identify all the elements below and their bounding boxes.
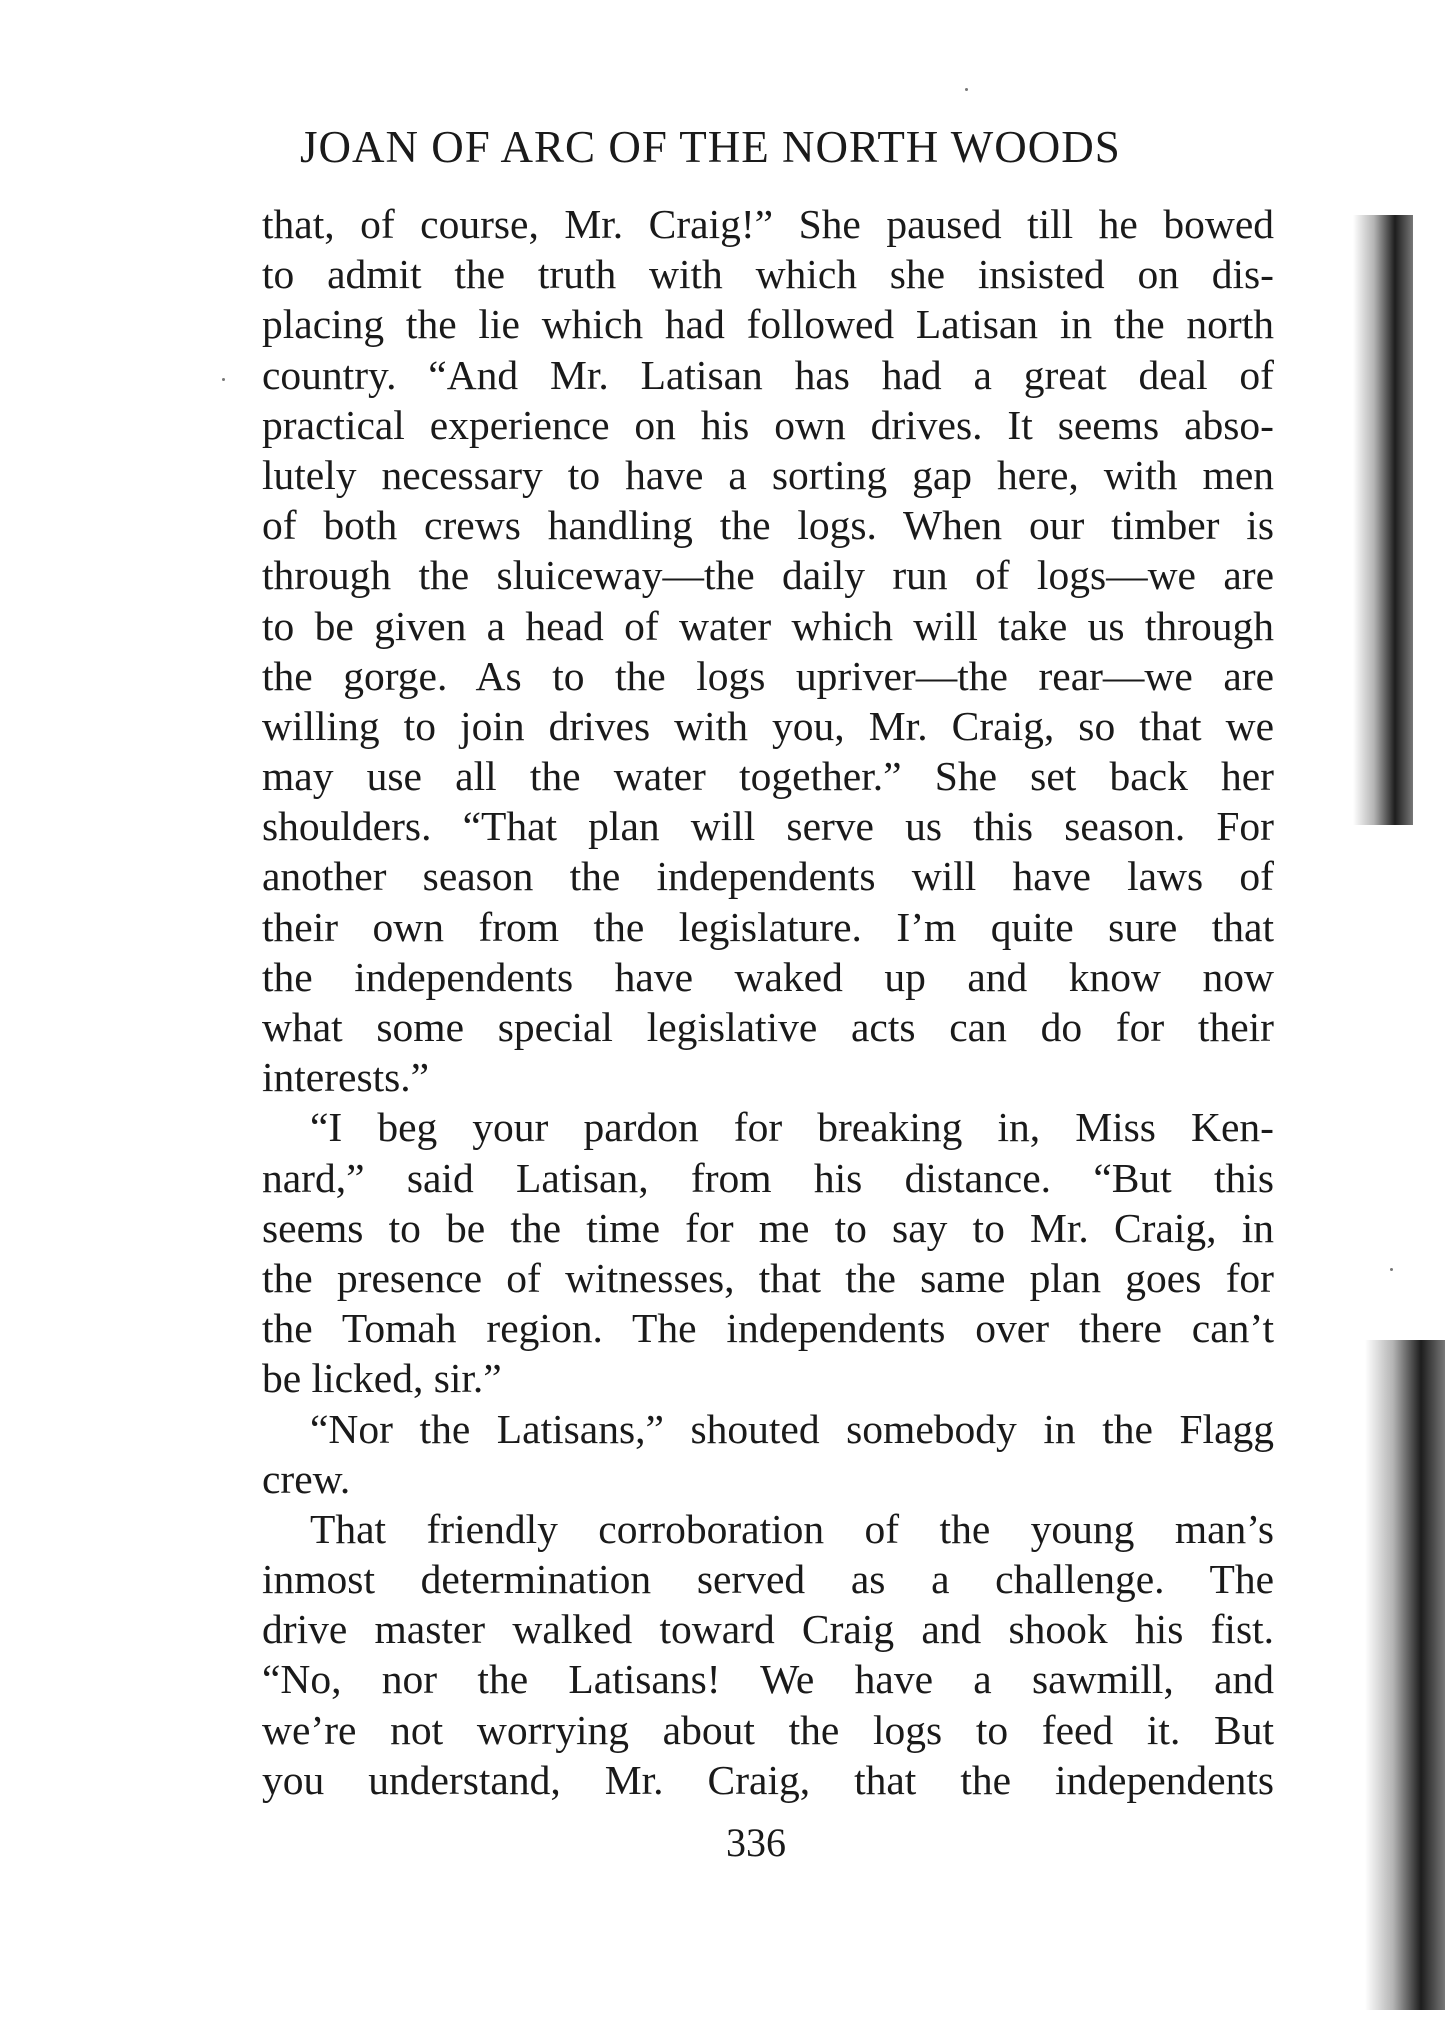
running-head: JOAN OF ARC OF THE NORTH WOODS bbox=[300, 122, 1121, 172]
text-line: “Nor the Latisans,” shouted somebody in the Flagg bbox=[310, 1405, 1274, 1452]
body-text bbox=[262, 199, 1274, 1805]
text-line: we’re not worrying about the logs to feed it. But bbox=[262, 1706, 1274, 1753]
text-line: that, of course, Mr. Craig!” She paused till he bowed bbox=[262, 201, 1274, 247]
text-line: lutely necessary to have a sorting gap here, with men bbox=[262, 451, 1274, 498]
scan-gutter-shadow bbox=[1365, 1340, 1445, 2010]
text-line: what some special legislative acts can do for their bbox=[262, 1004, 1274, 1050]
text-line: through the sluiceway—the daily run of logs—we are bbox=[262, 552, 1274, 599]
text-line: “I beg your pardon for breaking in, Miss Ken- bbox=[310, 1104, 1274, 1151]
text-line: drive master walked toward Craig and shook his fist. bbox=[262, 1606, 1274, 1653]
page-number: 336 bbox=[726, 1820, 786, 1865]
text-line: shoulders. “That plan will serve us this season. For bbox=[262, 803, 1274, 850]
text-line: practical experience on his own drives. It seems abso- bbox=[262, 401, 1274, 448]
text-line: another season the independents will have laws of bbox=[262, 853, 1274, 900]
text-line: of both crews handling the logs. When our timber is bbox=[262, 502, 1274, 549]
text-line: you understand, Mr. Craig, that the independents bbox=[262, 1756, 1274, 1803]
text-line: the gorge. As to the logs upriver—the rear—we are bbox=[262, 652, 1274, 699]
text-line: the presence of witnesses, that the same plan goes for bbox=[262, 1254, 1274, 1301]
text-line: willing to join drives with you, Mr. Craig, so that we bbox=[262, 702, 1274, 749]
text-line: the independents have waked up and know now bbox=[262, 953, 1274, 1000]
text-line: interests.” bbox=[262, 1054, 430, 1101]
text-line: the Tomah region. The independents over there can’t bbox=[262, 1305, 1274, 1352]
text-line: to admit the truth with which she insisted on dis- bbox=[262, 251, 1274, 298]
text-line: nard,” said Latisan, from his distance. “But this bbox=[262, 1154, 1274, 1201]
text-line: may use all the water together.” She set back her bbox=[262, 753, 1274, 800]
scan-speck bbox=[222, 378, 225, 381]
scan-speck bbox=[1390, 1268, 1393, 1271]
text-line: country. “And Mr. Latisan has had a great deal of bbox=[262, 351, 1274, 398]
scan-speck bbox=[965, 88, 968, 91]
text-line: placing the lie which had followed Latisan in the north bbox=[262, 301, 1274, 348]
text-line: inmost determination served as a challenge. The bbox=[262, 1556, 1274, 1603]
text-line: crew. bbox=[262, 1455, 351, 1502]
text-line: their own from the legislature. I’m quite sure that bbox=[262, 903, 1274, 950]
text-line: be licked, sir.” bbox=[262, 1355, 502, 1402]
text-line: seems to be the time for me to say to Mr. Craig, in bbox=[262, 1204, 1274, 1251]
text-line: to be given a head of water which will take us through bbox=[262, 602, 1274, 649]
scan-gutter-shadow bbox=[1353, 215, 1413, 825]
text-line: “No, nor the Latisans! We have a sawmill, and bbox=[262, 1656, 1274, 1703]
text-line: That friendly corroboration of the young man’s bbox=[310, 1505, 1274, 1552]
